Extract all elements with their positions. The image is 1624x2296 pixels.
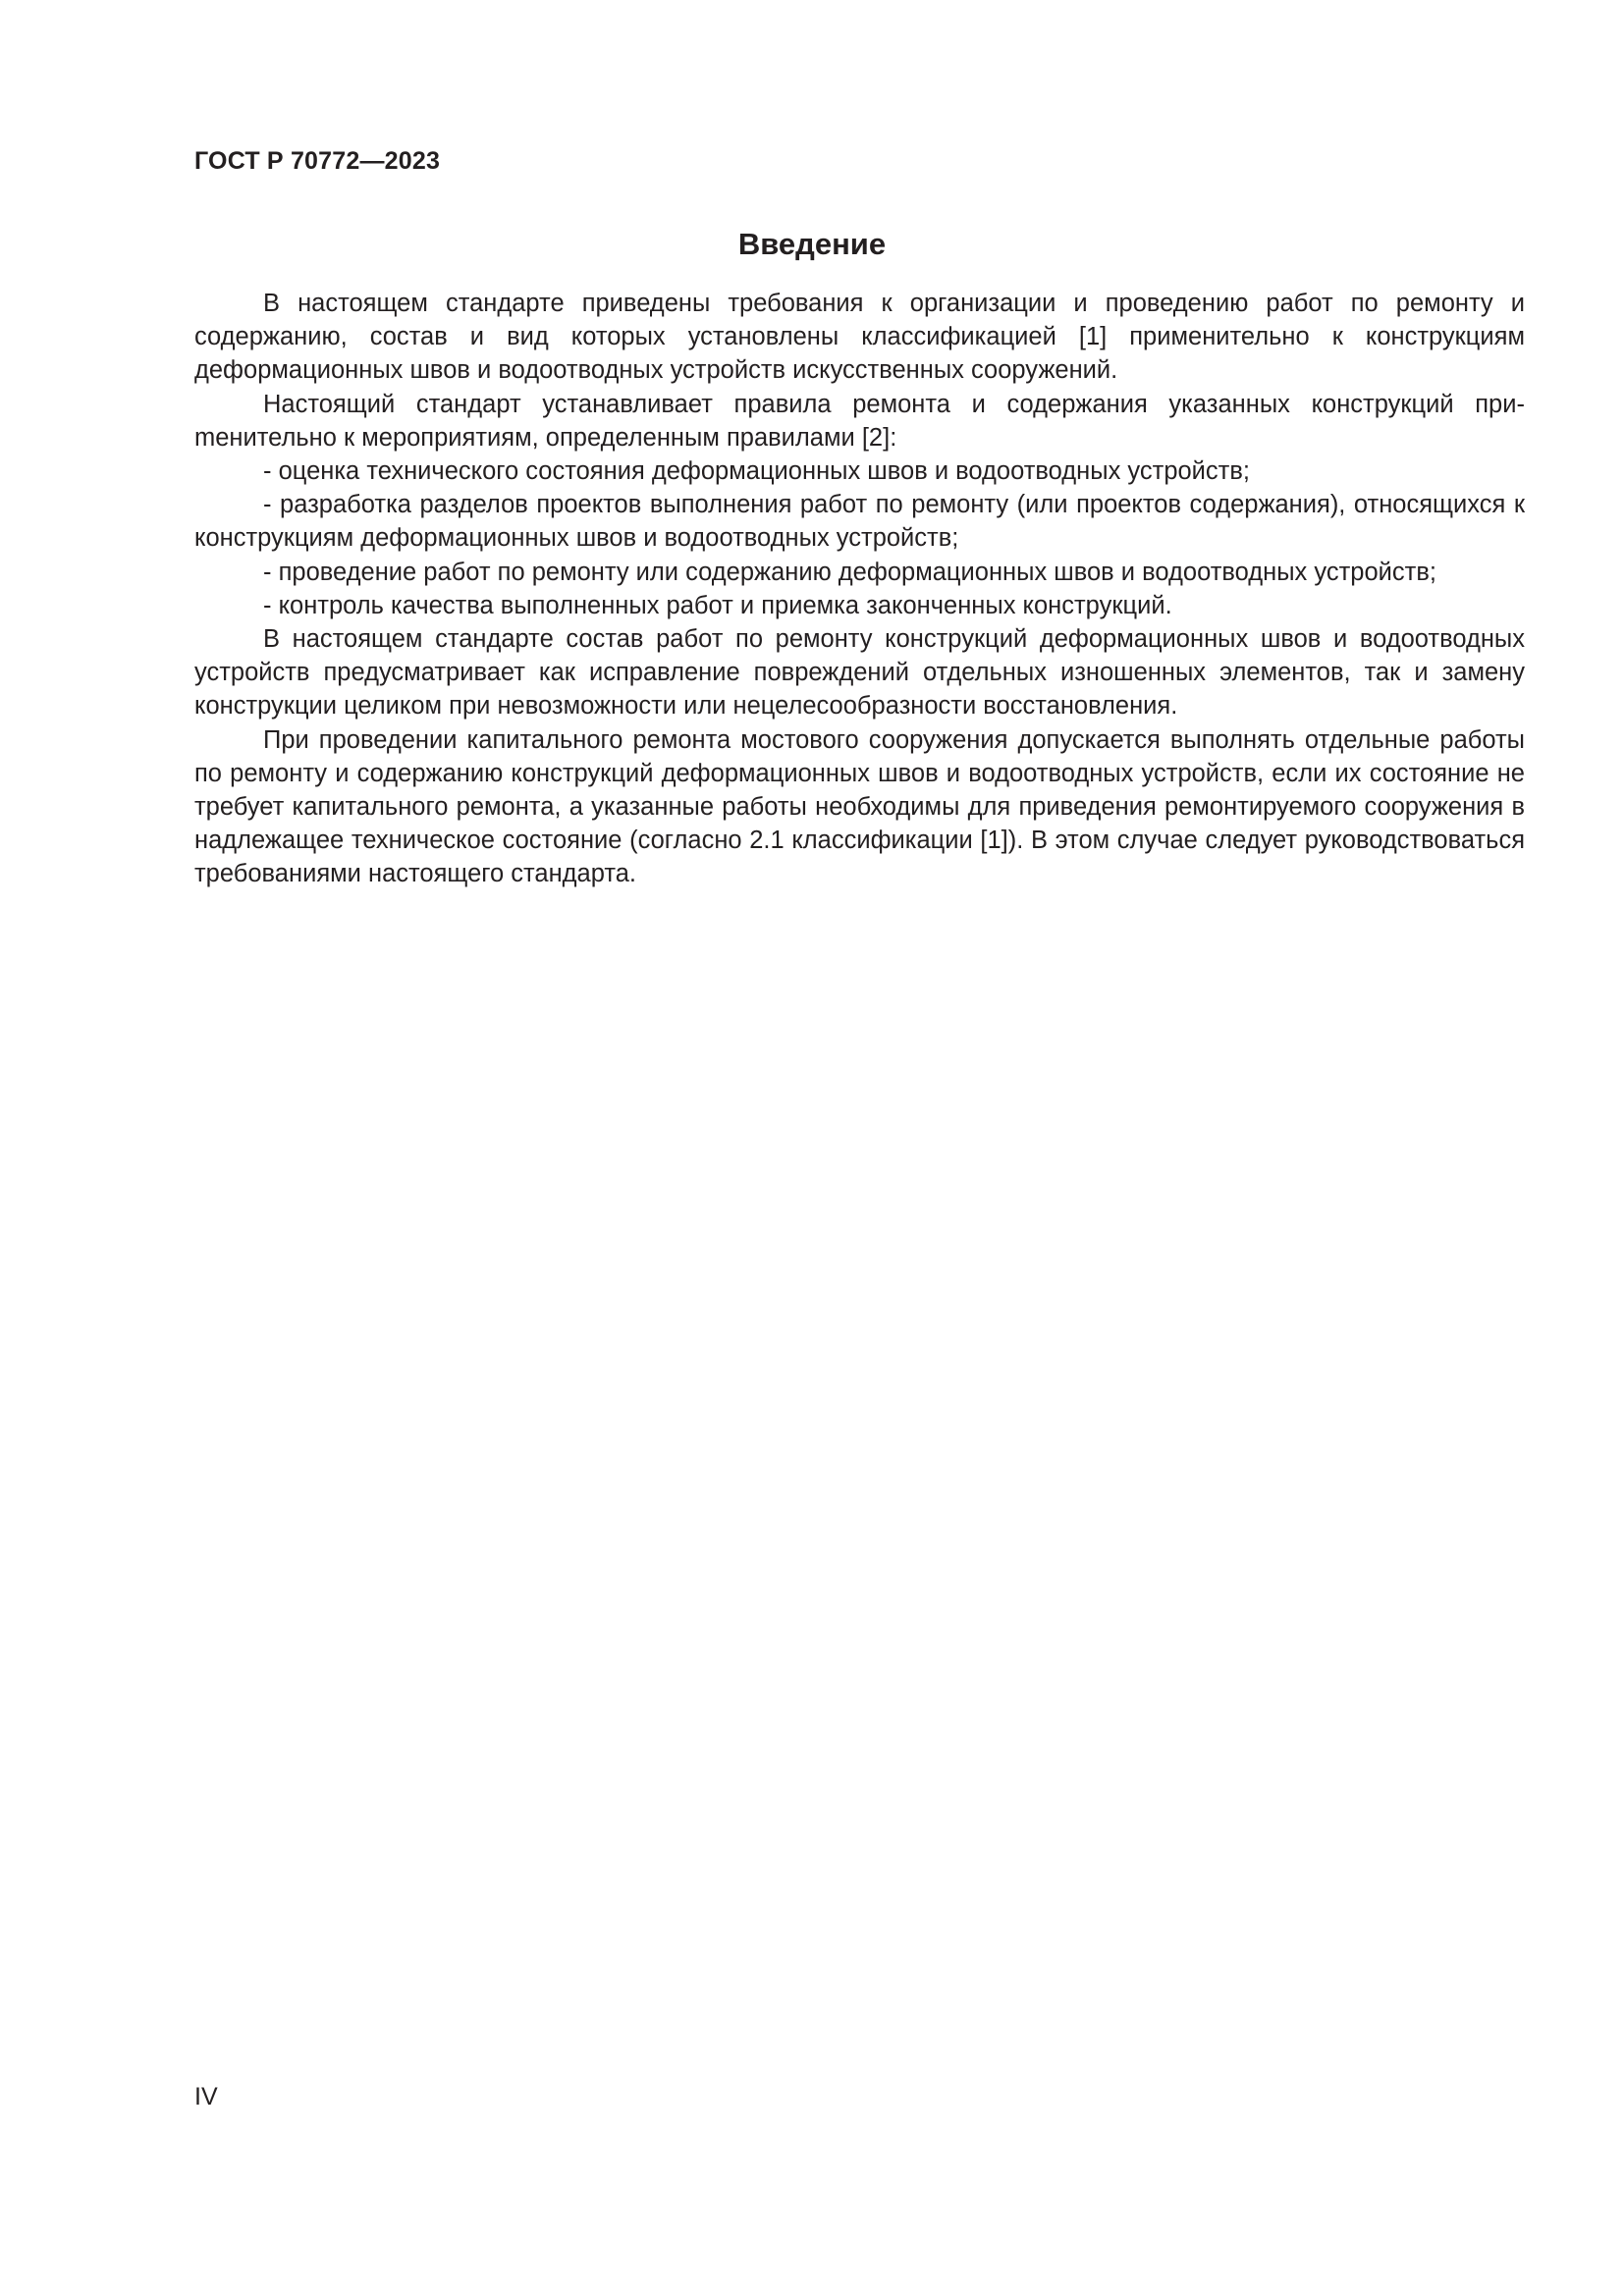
paragraph-capital-repair: При проведении капитального ремонта мостового сооружения допускается выполнять отдельные работы по ремонту и содержанию конструкций деформационных швов и водоотводных устройств, если их состояние не требует капитального ремонта, а указанные работы необходимы для приведения ремонтируемого сооружения в надлежащее техническое состояние (согласно 2.1 классификации [1]). В этом случае следует руководствоваться требованиями настоящего стандарта. [194, 725, 1525, 888]
paragraph-intro: В настоящем стандарте приведены требования к организации и проведению работ по ремонту и содержанию, состав и вид которых установлены классификацией [1] применительно к конструкциям деформационных швов и водоотводных устройств искусственных сооружений. [194, 290, 1525, 385]
section-title: Введение [737, 227, 887, 261]
list-item-repair-works: - проведение работ по ремонту или содержанию деформационных швов и водоотводных устройств; [263, 558, 1436, 586]
list-item-assessment: - оценка технического состояния деформационных швов и водоотводных устройств; [263, 457, 1250, 486]
introduction-body [194, 287, 1525, 891]
page-number: IV [194, 2083, 218, 2110]
standard-code-header: ГОСТ Р 70772—2023 [194, 147, 441, 175]
list-item-quality-control: - контроль качества выполненных работ и приемка законченных конструкций. [263, 591, 1172, 619]
paragraph-work-composition: В настоящем стандарте состав работ по ремонту конструкций деформационных швов и водоотводных устройств предусматривает как исправление повреждений отдельных изношенных элементов, так и замену конструкции целиком при невозможности или нецелесообразности восстановления. [194, 625, 1525, 721]
paragraph-scope: Настоящий стандарт устанавливает правила ремонта и содержания указанных конструкций приmенительно к мероприятиям, определенным правилами [2]: [194, 390, 1525, 452]
list-item-project-development: - разработка разделов проектов выполнения работ по ремонту (или проектов содержания), относящихся к конструкциям деформационных швов и водоотводных устройств; [194, 491, 1525, 553]
